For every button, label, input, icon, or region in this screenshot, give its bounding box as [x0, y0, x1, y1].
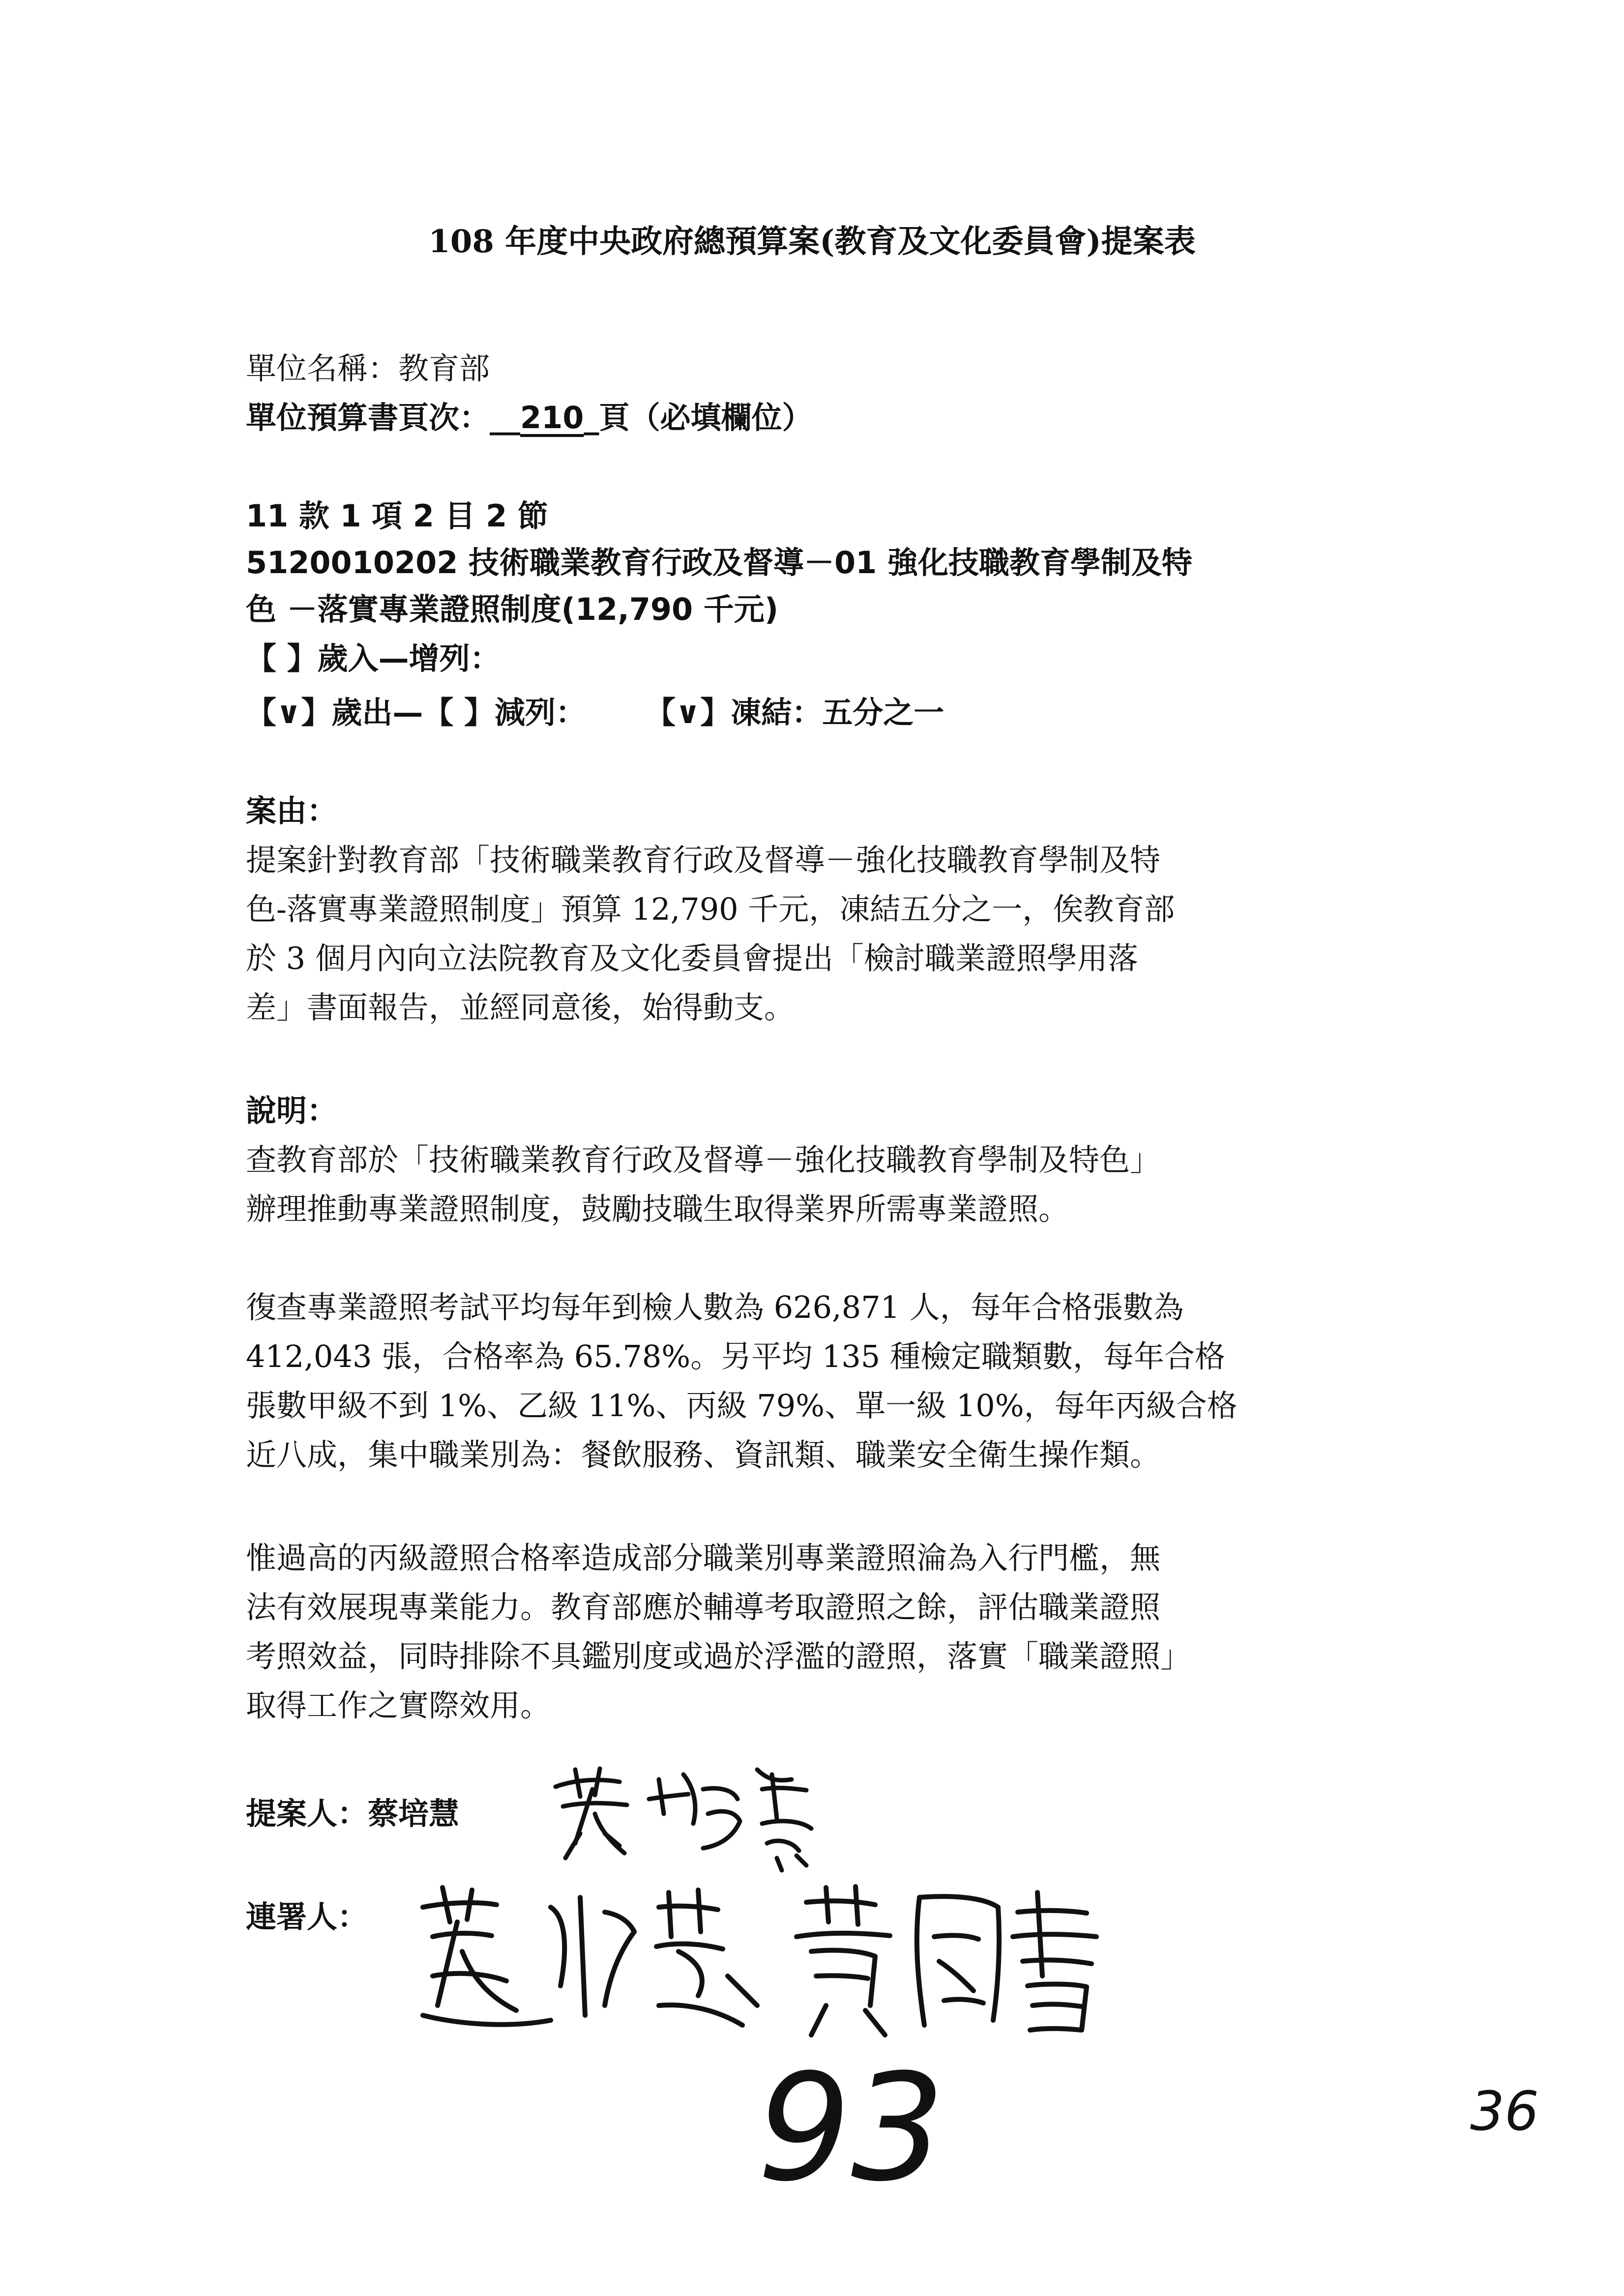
explanation-line: 查教育部於「技術職業教育行政及督導－強化技職教育學制及特色」 — [246, 1142, 1161, 1178]
freeze-option: 【∨】凍結：五分之一 — [645, 695, 945, 730]
explanation-line: 取得工作之實際效用。 — [246, 1687, 551, 1723]
explanation-line: 412,043 張，合格率為 65.78%。另平均 135 種檢定職類數，每年合格 — [246, 1338, 1225, 1374]
budget-page-note: （必填欄位） — [629, 400, 813, 436]
explanation-line: 辦理推動專業證照制度，鼓勵技職生取得業界所需專業證照。 — [246, 1191, 1069, 1227]
expenditure-freeze-row — [246, 693, 944, 732]
explanation-heading: 說明： — [246, 1093, 338, 1129]
unit-name-value: 教育部 — [398, 350, 490, 386]
program-line-1: 5120010202 技術職業教育行政及督導－01 強化技職教育學制及特 — [246, 545, 1192, 581]
cosigner-label: 連署人： — [246, 1899, 368, 1935]
cosigner-signatures — [403, 1878, 1190, 2055]
explanation-line: 惟過高的丙級證照合格率造成部分職業別專業證照淪為入行門檻，無 — [246, 1540, 1161, 1576]
document-title: 108 年度中央政府總預算案(教育及文化委員會)提案表 — [428, 223, 1196, 260]
budget-page-unit: 頁 — [599, 400, 630, 436]
budget-section: 11 款 1 項 2 目 2 節 — [246, 498, 548, 534]
budget-page-row — [246, 398, 812, 437]
budget-page-blank-post: _ — [584, 400, 599, 436]
explanation-line: 法有效展現專業能力。教育部應於輔導考取證照之餘，評估職業證照 — [246, 1589, 1161, 1625]
budget-page-number: 210 — [520, 400, 584, 436]
explanation-line: 復查專業證照考試平均每年到檢人數為 626,871 人，每年合格張數為 — [246, 1289, 1184, 1325]
proposer-name: 蔡培慧 — [368, 1796, 460, 1831]
unit-name-row — [246, 349, 490, 388]
unit-name-label: 單位名稱： — [246, 350, 399, 386]
explanation-line: 近八成，集中職業別為：餐飲服務、資訊類、職業安全衛生操作類。 — [246, 1437, 1161, 1473]
proposer-label: 提案人： — [246, 1796, 368, 1831]
reason-heading: 案由： — [246, 793, 338, 829]
page-number: 36 — [1470, 2080, 1539, 2143]
proposer-signature — [546, 1760, 821, 1873]
explanation-line: 張數甲級不到 1%、乙級 11%、丙級 79%、單一級 10%，每年丙級合格 — [246, 1388, 1238, 1424]
budget-page-blank-pre: __ — [490, 400, 521, 436]
explanation-line: 考照效益，同時排除不具鑑別度或過於浮濫的證照，落實「職業證照」 — [246, 1638, 1191, 1674]
budget-page-label: 單位預算書頁次： — [246, 400, 490, 436]
expenditure-option: 【∨】歲出—【 】減列： — [246, 695, 586, 730]
reason-line: 提案針對教育部「技術職業教育行政及督導－強化技職教育學制及特 — [246, 842, 1161, 878]
proposer-row — [246, 1794, 459, 1833]
reason-line: 差」書面報告，並經同意後，始得動支。 — [246, 989, 795, 1025]
program-line-2: 色 －落實專業證照制度(12,790 千元) — [246, 591, 779, 627]
handwritten-number: 93 — [757, 2042, 945, 2214]
revenue-option: 【 】歲入—增列： — [246, 640, 501, 676]
reason-line: 色-落實專業證照制度」預算 12,790 千元，凍結五分之一，俟教育部 — [246, 891, 1175, 927]
reason-line: 於 3 個月內向立法院教育及文化委員會提出「檢討職業證照學用落 — [246, 940, 1138, 976]
